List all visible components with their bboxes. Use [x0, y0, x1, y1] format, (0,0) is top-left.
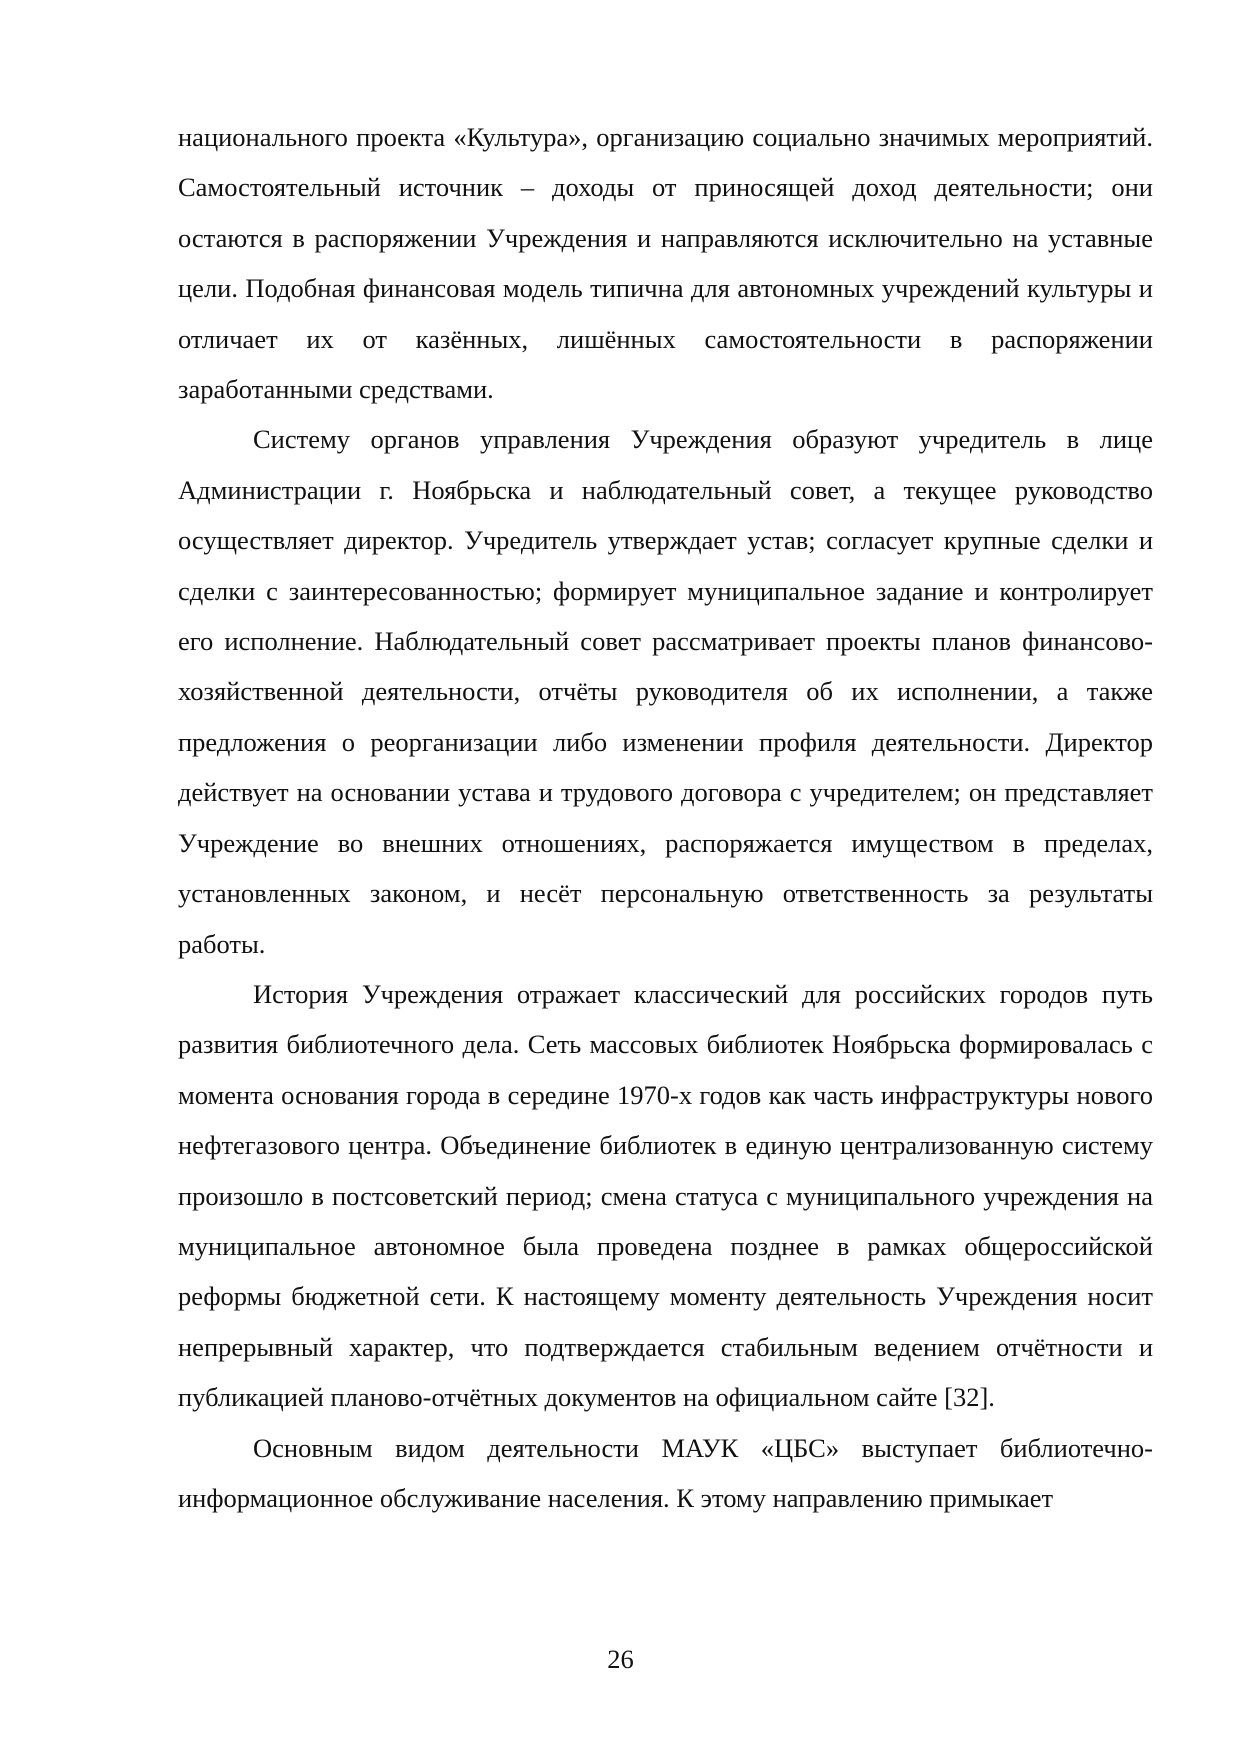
document-body: [178, 112, 1153, 1523]
paragraph-main-activity: Основным видом деятельности МАУК «ЦБС» выступает библиотечно-информационное обслуживание населения. К этому направлению примыкает: [178, 1432, 1153, 1513]
paragraph-history: История Учреждения отражает классический для российских городов путь развития библиотечного дела. Сеть массовых библиотек Ноябрьска формировалась с момента основания города в середине 1970-х годов как часть инфраструктуры нового нефтегазового центра. Объединение библиотек в единую централизованную систему произошло в постсоветский период; смена статуса с муниципального учреждения на муниципальное автономное была проведена позднее в рамках общероссийской реформы бюджетной сети. К настоящему моменту деятельность Учреждения носит непрерывный характер, что подтверждается стабильным ведением отчётности и публикацией планово-отчётных документов на официальном сайте [32].: [178, 978, 1153, 1413]
paragraph-financing: национального проекта «Культура», организацию социально значимых мероприятий. Самостоятельный источник – доходы от приносящей доход деятельности; они остаются в распоряжении Учреждения и направляются исключительно на уставные цели. Подобная финансовая модель типична для автономных учреждений культуры и отличает их от казённых, лишённых самостоятельности в распоряжении заработанными средствами.: [178, 122, 1153, 405]
paragraph-governance: Систему органов управления Учреждения образуют учредитель в лице Администрации г. Ноябрьска и наблюдательный совет, а текущее руководство осуществляет директор. Учредитель утверждает устав; согласует крупные сделки и сделки с заинтересованностью; формирует муниципальное задание и контролирует его исполнение. Наблюдательный совет рассматривает проекты планов финансово-хозяйственной деятельности, отчёты руководителя об их исполнении, а также предложения о реорганизации либо изменении профиля деятельности. Директор действует на основании устава и трудового договора с учредителем; он представляет Учреждение во внешних отношениях, распоряжается имуществом в пределах, установленных законом, и несёт персональную ответственность за результаты работы.: [178, 424, 1153, 959]
page-number: 26: [607, 1644, 634, 1674]
